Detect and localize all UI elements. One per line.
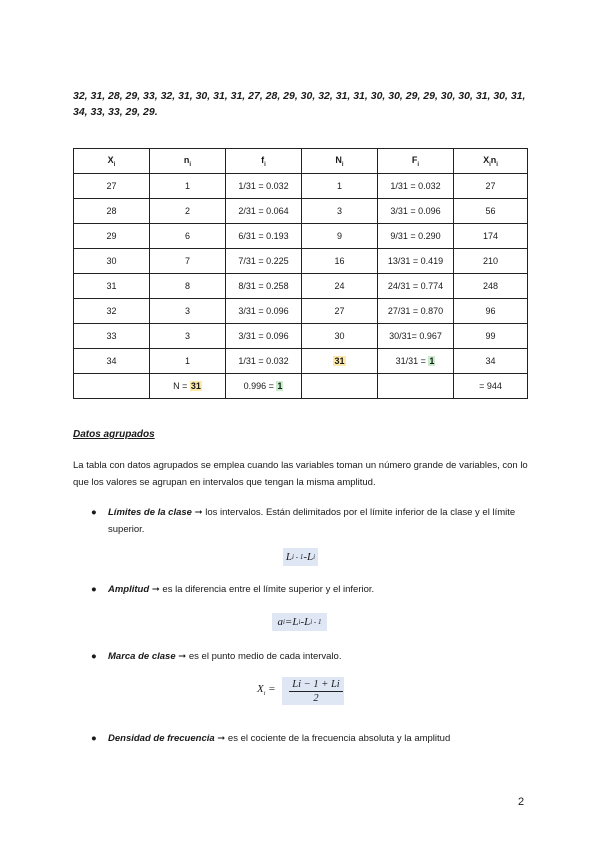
highlight-total-Ni: 31 — [334, 356, 345, 366]
cell-fi: 1/31 = 0.032 — [226, 174, 302, 199]
cell-Fi: 9/31 = 0.290 — [378, 224, 454, 249]
cell-xi: 29 — [74, 224, 150, 249]
cell-xi: 28 — [74, 199, 150, 224]
header-xi: $X_i$ — [74, 149, 150, 174]
bullet-dot-icon: ● — [91, 584, 97, 595]
bullet-dot-icon: ● — [91, 733, 97, 744]
cell-fi: 7/31 = 0.225 — [226, 249, 302, 274]
bullet-dot-icon: ● — [91, 651, 97, 662]
cell-empty — [302, 374, 378, 399]
cell-ni: 8 — [150, 274, 226, 299]
cell-fi: 1/31 = 0.032 — [226, 349, 302, 374]
table-row — [74, 299, 528, 324]
cell-total-xn: = 944 — [454, 374, 528, 399]
table-row — [74, 349, 528, 374]
formula-class-mark — [282, 677, 344, 705]
cell-Ni: 9 — [302, 224, 378, 249]
highlight-total-n: 31 — [190, 381, 201, 391]
cell-ni: 1 — [150, 349, 226, 374]
cell-xini: 27 — [454, 174, 528, 199]
cell-Ni: 3 — [302, 199, 378, 224]
table-row — [74, 274, 528, 299]
cell-fi: 8/31 = 0.258 — [226, 274, 302, 299]
cell-Fi: 3/31 = 0.096 — [378, 199, 454, 224]
table-row — [74, 249, 528, 274]
table-row — [74, 199, 528, 224]
cell-ni: 3 — [150, 324, 226, 349]
bullet-amplitude: ● Amplitud ➞ es la diferencia entre el límite superior y el inferior. — [91, 581, 531, 598]
header-ni: $n_i$ — [150, 149, 226, 174]
cell-xi: 34 — [74, 349, 150, 374]
cell-Fi: 31/31 = 1 — [378, 349, 454, 374]
highlight-total-f: 1 — [277, 381, 283, 391]
section-title: Datos agrupados — [73, 429, 155, 440]
cell-Fi: 1/31 = 0.032 — [378, 174, 454, 199]
cell-Fi: 30/31= 0.967 — [378, 324, 454, 349]
page-number: 2 — [518, 796, 525, 808]
cell-xini: 34 — [454, 349, 528, 374]
cell-xi: 31 — [74, 274, 150, 299]
cell-total-n: N = 31 — [150, 374, 226, 399]
cell-empty — [74, 374, 150, 399]
class-mark-lhs: $X_i$ = — [257, 683, 276, 698]
cell-Ni: 27 — [302, 299, 378, 324]
bullet-frequency-density: ● Densidad de frecuencia ➞ es el cociente de la frecuencia absoluta y la amplitud — [91, 730, 531, 747]
frequency-table — [73, 148, 528, 399]
cell-xini: 210 — [454, 249, 528, 274]
cell-Ni — [302, 349, 378, 374]
cell-xini: 56 — [454, 199, 528, 224]
class-mark-fraction: $\frac{Li - 1 + Li}{2}$ — [289, 679, 342, 704]
cell-ni: 1 — [150, 174, 226, 199]
cell-Ni: 16 — [302, 249, 378, 274]
table-header-row — [74, 149, 528, 174]
cell-total-f: 0.996 = 1 — [226, 374, 302, 399]
cell-ni: 2 — [150, 199, 226, 224]
cell-xi: 33 — [74, 324, 150, 349]
formula-class-limits: L i - 1 - L i — [283, 548, 318, 566]
header-fi: $f_i$ — [226, 149, 302, 174]
cell-fi: 2/31 = 0.064 — [226, 199, 302, 224]
header-Fi: $F_i$ — [378, 149, 454, 174]
formula-amplitude: a i = L i - L i - 1 — [272, 613, 327, 631]
cell-xini: 96 — [454, 299, 528, 324]
cell-xini: 174 — [454, 224, 528, 249]
cell-ni: 7 — [150, 249, 226, 274]
cell-empty — [378, 374, 454, 399]
table-row — [74, 324, 528, 349]
cell-Fi: 27/31 = 0.870 — [378, 299, 454, 324]
cell-xini: 248 — [454, 274, 528, 299]
cell-ni: 3 — [150, 299, 226, 324]
cell-fi: 3/31 = 0.096 — [226, 324, 302, 349]
highlight-total-Fi: 1 — [429, 356, 435, 366]
table-row — [74, 224, 528, 249]
cell-fi: 3/31 = 0.096 — [226, 299, 302, 324]
cell-Fi: 13/31 = 0.419 — [378, 249, 454, 274]
cell-xi: 27 — [74, 174, 150, 199]
cell-xi: 32 — [74, 299, 150, 324]
cell-Ni: 1 — [302, 174, 378, 199]
bullet-class-limits: ● Límites de la clase ➞ los intervalos. Están delimitados por el límite inferior de la clase y el límite superior. — [91, 504, 531, 538]
table-row — [74, 174, 528, 199]
cell-Ni: 24 — [302, 274, 378, 299]
header-xini: $X_in_i$ — [454, 149, 528, 174]
bullet-dot-icon: ● — [91, 507, 97, 518]
cell-Fi: 24/31 = 0.774 — [378, 274, 454, 299]
table-totals-row — [74, 374, 528, 399]
data-values-line: 32, 31, 28, 29, 33, 32, 31, 30, 31, 31, 27, 28, 29, 30, 32, 31, 31, 30, 30, 29, 29, 30, 30, 31, 30, 31, 34, 33, 33, 29, 29. — [73, 90, 526, 118]
cell-ni: 6 — [150, 224, 226, 249]
cell-Ni: 30 — [302, 324, 378, 349]
cell-xini: 99 — [454, 324, 528, 349]
bullet-class-mark: ● Marca de clase ➞ es el punto medio de cada intervalo. — [91, 648, 531, 665]
cell-xi: 30 — [74, 249, 150, 274]
intro-paragraph: La tabla con datos agrupados se emplea cuando las variables toman un número grande de variables, con lo que los valores se agrupan en intervalos que tengan la misma amplitud. — [73, 460, 528, 488]
header-Ni: $N_i$ — [302, 149, 378, 174]
cell-fi: 6/31 = 0.193 — [226, 224, 302, 249]
